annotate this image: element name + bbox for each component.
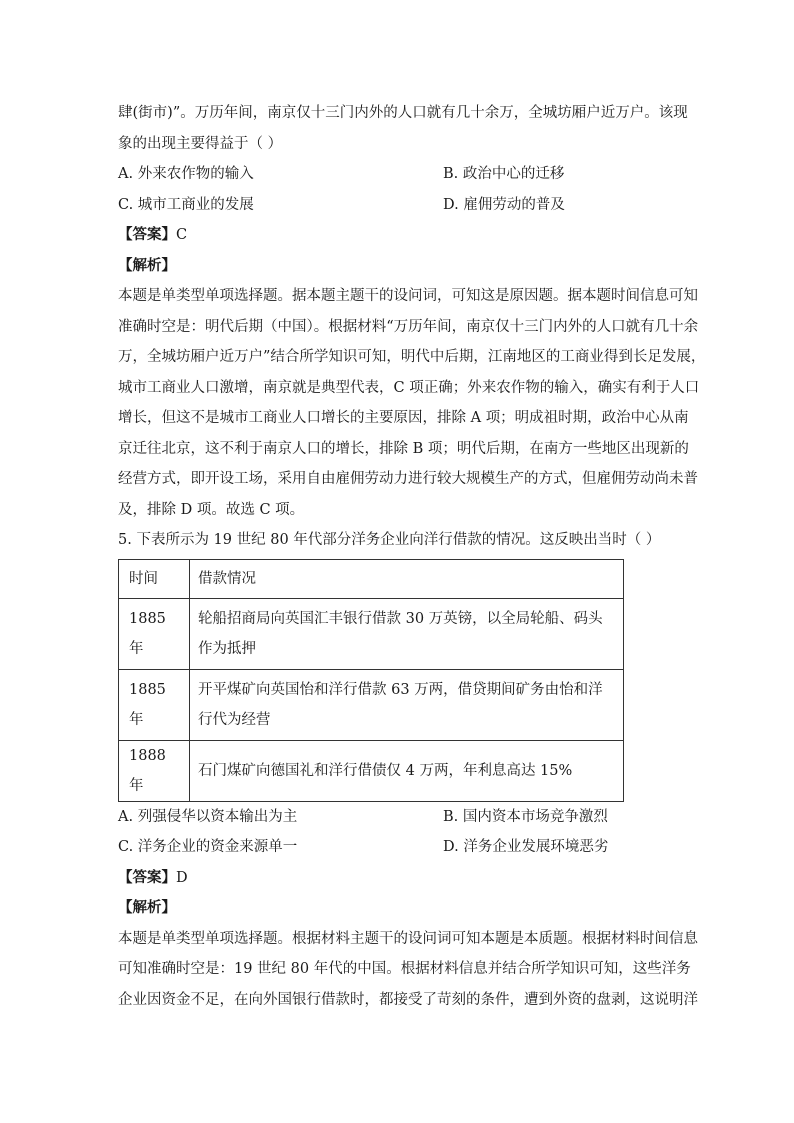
q5-option-a: A. 列强侵华以资本输出为主 <box>118 808 298 825</box>
document-content <box>118 98 706 1015</box>
loan-table <box>118 559 624 802</box>
q5-options-row-2 <box>118 832 686 863</box>
q4-analysis-line-3: 万，全城坊厢户近万户”结合所学知识可知，明代中后期，江南地区的工商业得到长足发展， <box>118 349 706 365</box>
q5-options-row-1 <box>118 802 686 833</box>
q5-stem: 5. 下表所示为 19 世纪 80 年代部分洋务企业向洋行借款的情况。这反映出当时（ ） <box>118 532 661 548</box>
loan-table-time: 1885 年 <box>119 669 190 740</box>
q4-analysis-line-5: 增长，但这不是城市工商业人口增长的主要原因，排除 A 项；明成祖时期，政治中心从南 <box>118 410 689 426</box>
loan-table-header-desc: 借款情况 <box>190 559 624 598</box>
q4-analysis-line-7: 经营方式，即开设工场，采用自由雇佣劳动力进行较大规模生产的方式，但雇佣劳动尚未普 <box>118 471 698 487</box>
q5-option-c: C. 洋务企业的资金来源单一 <box>118 839 298 855</box>
q4-option-d: D. 雇佣劳动的普及 <box>443 196 565 213</box>
q5-answer <box>118 863 686 894</box>
q5-analysis-line-2: 可知准确时空是：19 世纪 80 年代的中国。根据材料信息并结合所学知识可知，这些洋务 <box>118 961 691 977</box>
q4-options-row-2 <box>118 190 686 221</box>
q4-stem-line-2: 象的出现主要得益于（ ） <box>118 135 283 152</box>
table-row <box>119 740 624 801</box>
loan-table-header-row <box>119 559 624 598</box>
loan-table-time: 1885 年 <box>119 598 190 669</box>
q4-answer <box>118 220 686 251</box>
q4-options-row-1 <box>118 159 686 190</box>
q4-answer-tag: 【答案】 <box>118 226 176 243</box>
loan-table-desc: 轮船招商局向英国汇丰银行借款 30 万英镑，以全局轮船、码头作为抵押 <box>190 598 624 669</box>
q4-analysis-line-6: 京迁往北京，这不利于南京人口的增长，排除 B 项；明代后期，在南方一些地区出现新的 <box>118 440 689 457</box>
q4-analysis-heading <box>118 251 686 282</box>
q4-answer-value: C <box>176 227 188 243</box>
q4-stem-line-1: 肆(街市)”。万历年间，南京仅十三门内外的人口就有几十余万，全城坊厢户近万户。该现 <box>118 105 688 121</box>
q4-analysis-line-8: 及，排除 D 项。故选 C 项。 <box>118 501 305 518</box>
loan-table-header-time: 时间 <box>119 559 190 598</box>
q4-option-a: A. 外来农作物的输入 <box>118 166 254 182</box>
q5-analysis-line-1: 本题是单类型单项选择题。根据材料主题干的设问词可知本题是本质题。根据材料时间信息 <box>118 930 698 947</box>
loan-table-desc: 开平煤矿向英国怡和洋行借款 63 万两，借贷期间矿务由怡和洋行代为经营 <box>190 669 624 740</box>
q5-option-d: D. 洋务企业发展环境恶劣 <box>443 839 609 855</box>
q5-option-b: B. 国内资本市场竞争激烈 <box>443 808 608 825</box>
q5-answer-tag: 【答案】 <box>118 868 176 886</box>
loan-table-desc: 石门煤矿向德国礼和洋行借债仅 4 万两，年利息高达 15% <box>190 740 624 801</box>
table-row <box>119 669 624 740</box>
q4-option-c: C. 城市工商业的发展 <box>118 196 254 213</box>
q4-analysis-line-4: 城市工商业人口激增，南京就是典型代表，C 项正确；外来农作物的输入，确实有利于人口 <box>118 379 700 396</box>
q5-analysis-heading <box>118 893 686 924</box>
q4-analysis-line-2: 准确时空是：明代后期（中国）。根据材料“万历年间，南京仅十三门内外的人口就有几十余 <box>118 318 699 335</box>
table-row <box>119 598 624 669</box>
q4-option-b: B. 政治中心的迁移 <box>443 166 565 182</box>
q4-analysis-tag: 【解析】 <box>118 256 176 274</box>
q5-answer-value: D <box>176 869 188 886</box>
loan-table-time: 1888 年 <box>119 740 190 801</box>
q5-analysis-tag: 【解析】 <box>118 899 176 916</box>
q5-analysis-line-3: 企业因资金不足，在向外国银行借款时，都接受了苛刻的条件，遭到外资的盘剥，这说明洋 <box>118 991 698 1008</box>
q4-analysis-line-1: 本题是单类型单项选择题。据本题主题干的设问词，可知这是原因题。据本题时间信息可知 <box>118 288 698 304</box>
